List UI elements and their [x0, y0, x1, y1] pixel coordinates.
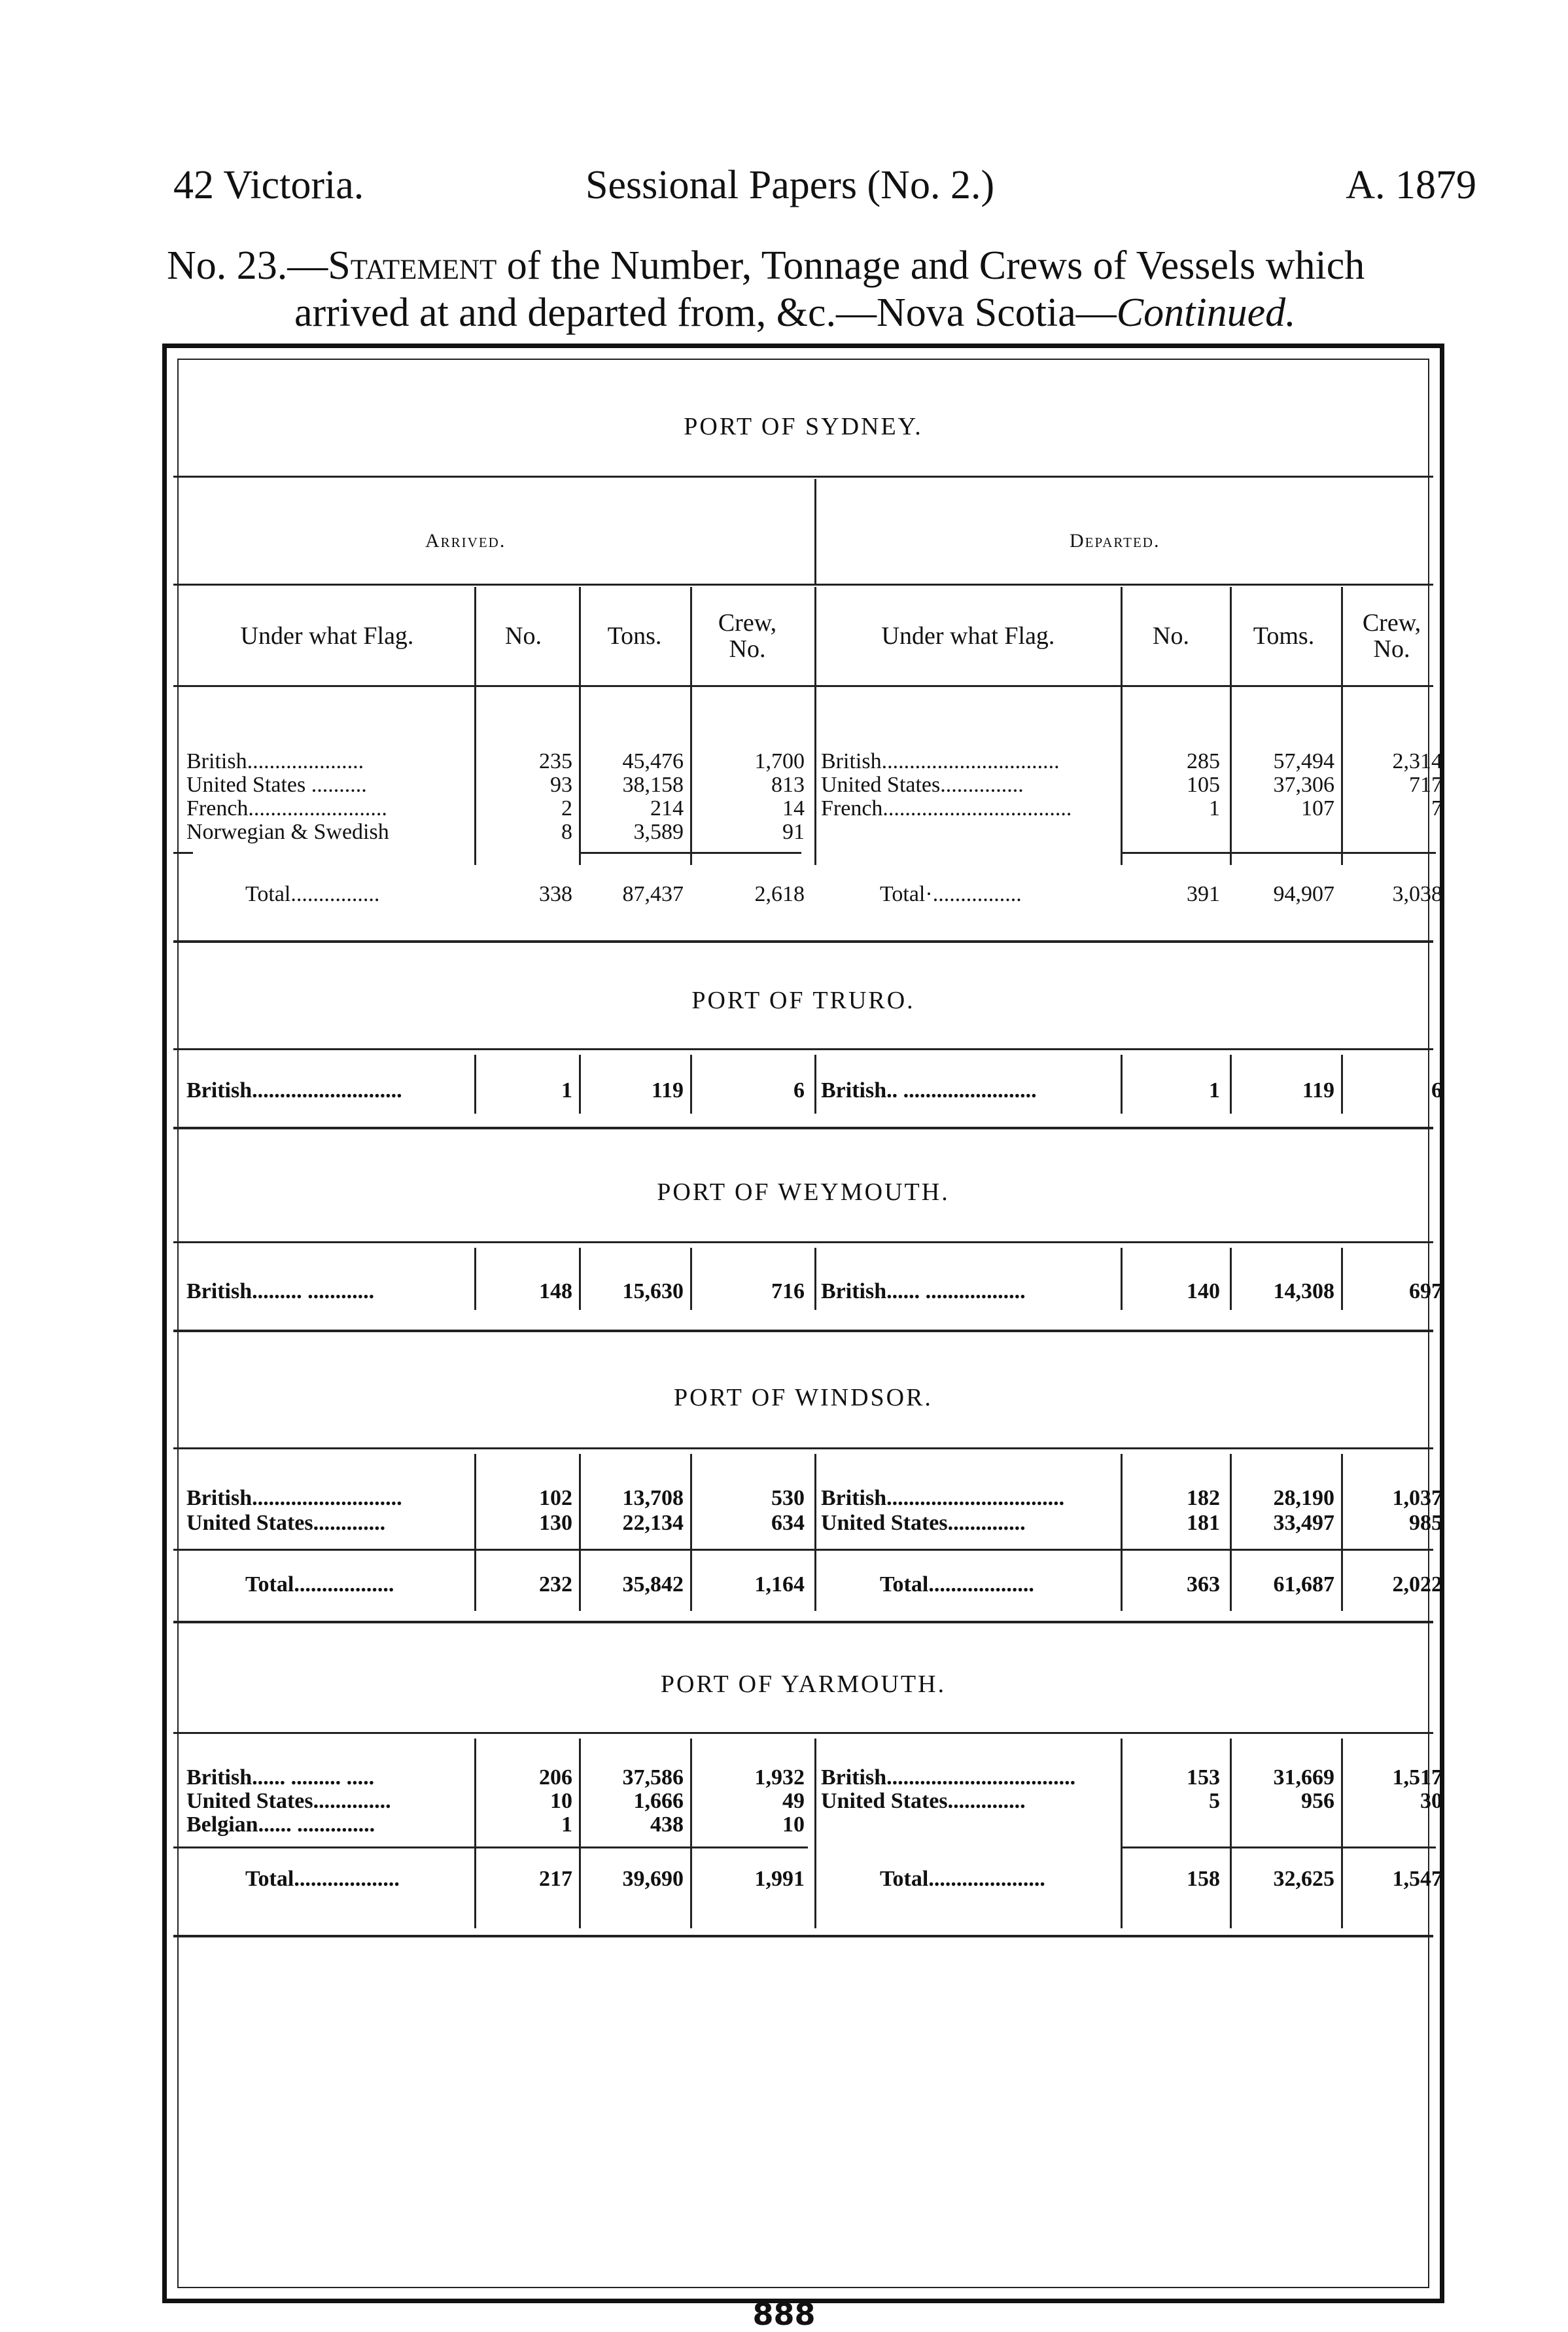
- yarmouth-departed-total-flag: Total.....................: [880, 1867, 1045, 1891]
- truro-departed-row-0-no: 1: [1209, 1078, 1220, 1103]
- yarmouth-arrived-row-0-no: 206: [539, 1765, 572, 1790]
- weymouth-departed-row-0-crew: 697: [1409, 1279, 1442, 1303]
- sydney-departed-row-2-flag: French..................................: [821, 796, 1072, 821]
- sydney-arrived-total-no: 338: [539, 882, 572, 906]
- rule-below-yarmouth-title: [173, 1732, 1433, 1734]
- sydney-departed-row-1-crew: 717: [1409, 773, 1442, 797]
- sydney-arrived-row-2-crew: 14: [782, 796, 805, 821]
- column-rule: [579, 1739, 581, 1928]
- yarmouth-departed-row-0-no: 153: [1187, 1765, 1220, 1790]
- sydney-arrived-row-2-no: 2: [561, 796, 572, 821]
- column-rule: [814, 587, 816, 744]
- weymouth-arrived-row-0-tons: 15,630: [622, 1279, 684, 1303]
- sydney-arrived-row-3-crew: 91: [782, 820, 805, 844]
- yarmouth-departed-row-0-crew: 1,517: [1392, 1765, 1442, 1790]
- windsor-arrived-row-0-crew: 530: [771, 1486, 805, 1510]
- sydney-departed-row-1-flag: United States...............: [821, 773, 1024, 797]
- caption-line-2: [167, 289, 1475, 336]
- yarmouth-arrived-total-no: 217: [539, 1867, 572, 1891]
- windsor-arrived-row-0-flag: British...........................: [186, 1486, 402, 1510]
- yarmouth-arrived-row-1-no: 10: [550, 1789, 572, 1813]
- yarmouth-departed-row-1-crew: 30: [1420, 1789, 1442, 1813]
- rule-above-total-a: [579, 852, 801, 854]
- windsor-arrived-row-1-no: 130: [539, 1511, 572, 1535]
- sydney-departed-row-2-no: 1: [1209, 796, 1220, 821]
- yarmouth-departed-row-0-flag: British..................................: [821, 1765, 1076, 1790]
- rule-above-yarmouth-total-d: [1122, 1846, 1436, 1848]
- column-rule: [579, 587, 581, 744]
- weymouth-departed-row-0-tons: 14,308: [1273, 1279, 1334, 1303]
- header-right: A. 1879: [1346, 163, 1476, 207]
- column-rule: [1121, 587, 1123, 744]
- windsor-arrived-row-1-flag: United States.............: [186, 1511, 386, 1535]
- yarmouth-arrived-row-2-flag: Belgian...... ..............: [186, 1812, 375, 1837]
- arrived-departed-divider: [814, 479, 816, 584]
- windsor-departed-row-0-no: 182: [1187, 1486, 1220, 1510]
- rule-above-total-d: [1122, 852, 1436, 854]
- caption-line1-rest: of the Number, Tonnage and Crews of Vessels which: [497, 243, 1365, 288]
- windsor-arrived-total-flag: Total..................: [245, 1572, 394, 1597]
- rule-end-sydney: [173, 940, 1433, 943]
- truro-arrived-row-0-flag: British...........................: [186, 1078, 402, 1103]
- sydney-departed-row-2-tons: 107: [1301, 796, 1334, 821]
- sydney-departed-total-no: 391: [1187, 882, 1220, 906]
- page-number: 888: [752, 2297, 816, 2332]
- windsor-departed-total-crew: 2,022: [1392, 1572, 1442, 1597]
- caption-statement: Statement: [328, 243, 497, 288]
- rule-below-sections: [173, 584, 1433, 586]
- sydney-departed-row-2-crew: 7: [1431, 796, 1442, 821]
- header-left: 42 Victoria.: [173, 163, 364, 207]
- windsor-arrived-total-no: 232: [539, 1572, 572, 1597]
- sydney-departed-row-1-no: 105: [1187, 773, 1220, 797]
- yarmouth-departed-total-tons: 32,625: [1273, 1867, 1334, 1891]
- yarmouth-arrived-row-2-tons: 438: [650, 1812, 684, 1837]
- sydney-arrived-row-3-no: 8: [561, 820, 572, 844]
- sydney-arrived-row-1-no: 93: [550, 773, 572, 797]
- truro-departed-row-0-tons: 119: [1302, 1078, 1334, 1103]
- rule-end-windsor: [173, 1621, 1433, 1623]
- column-rule: [814, 1454, 816, 1611]
- yarmouth-arrived-total-tons: 39,690: [622, 1867, 684, 1891]
- yarmouth-departed-row-1-no: 5: [1209, 1789, 1220, 1813]
- windsor-departed-row-1-crew: 985: [1409, 1511, 1442, 1535]
- windsor-departed-row-1-flag: United States..............: [821, 1511, 1026, 1535]
- yarmouth-arrived-row-0-tons: 37,586: [622, 1765, 684, 1790]
- port-title-truro: PORT OF TRURO.: [691, 987, 915, 1014]
- column-rule: [814, 1739, 816, 1928]
- sydney-arrived-row-1-crew: 813: [771, 773, 805, 797]
- column-rule: [1230, 1454, 1232, 1611]
- windsor-departed-row-0-flag: British................................: [821, 1486, 1065, 1510]
- column-rule: [814, 1248, 816, 1310]
- sydney-arrived-row-0-no: 235: [539, 749, 572, 773]
- sydney-departed-row-0-crew: 2,314: [1392, 749, 1442, 773]
- column-rule: [690, 587, 692, 744]
- rule-above-yarmouth-total-a: [173, 1846, 808, 1848]
- truro-departed-row-0-crew: 6: [1431, 1078, 1442, 1103]
- yarmouth-arrived-row-2-no: 1: [561, 1812, 572, 1837]
- rule-below-weymouth-title: [173, 1241, 1433, 1243]
- column-rule: [474, 741, 476, 865]
- sydney-arrived-row-0-tons: 45,476: [622, 749, 684, 773]
- sydney-arrived-row-3-tons: 3,589: [633, 820, 684, 844]
- windsor-departed-total-flag: Total...................: [880, 1572, 1034, 1597]
- windsor-departed-row-0-crew: 1,037: [1392, 1486, 1442, 1510]
- column-rule: [814, 1055, 816, 1114]
- caption-continued: Continued.: [1116, 291, 1296, 335]
- sydney-departed-row-0-flag: British................................: [821, 749, 1060, 773]
- windsor-arrived-row-1-crew: 634: [771, 1511, 805, 1535]
- rule-below-title: [173, 476, 1433, 478]
- caption-number: No. 23.—: [167, 243, 328, 288]
- windsor-arrived-row-1-tons: 22,134: [622, 1511, 684, 1535]
- truro-arrived-row-0-no: 1: [561, 1078, 572, 1103]
- windsor-departed-row-1-tons: 33,497: [1273, 1511, 1334, 1535]
- sydney-departed-row-0-no: 285: [1187, 749, 1220, 773]
- sydney-departed-total-tons: 94,907: [1273, 882, 1334, 906]
- rule-end-weymouth: [173, 1330, 1433, 1332]
- rule-above-windsor-total: [173, 1549, 1433, 1551]
- windsor-departed-row-1-no: 181: [1187, 1511, 1220, 1535]
- rule-end-truro: [173, 1127, 1433, 1129]
- weymouth-departed-row-0-no: 140: [1187, 1279, 1220, 1303]
- column-rule: [1341, 741, 1343, 865]
- col-crew-departed: Crew, No.: [1362, 609, 1421, 663]
- weymouth-arrived-row-0-flag: British......... ............: [186, 1279, 375, 1303]
- yarmouth-departed-row-0-tons: 31,669: [1273, 1765, 1334, 1790]
- sydney-departed-total-crew: 3,038: [1392, 882, 1442, 906]
- port-title-yarmouth: PORT OF YARMOUTH.: [660, 1670, 947, 1698]
- sydney-departed-total-flag: Total·................: [880, 882, 1022, 906]
- column-rule: [1230, 1248, 1232, 1310]
- port-title-windsor: PORT OF WINDSOR.: [674, 1384, 933, 1411]
- table-frame: [162, 344, 1444, 2303]
- column-rule: [1230, 1055, 1232, 1114]
- departed-label: Departed.: [1070, 530, 1160, 552]
- yarmouth-arrived-row-1-tons: 1,666: [633, 1789, 684, 1813]
- rule-below-truro-title: [173, 1048, 1433, 1050]
- column-rule: [474, 587, 476, 744]
- sydney-arrived-row-0-crew: 1,700: [754, 749, 805, 773]
- windsor-departed-total-tons: 61,687: [1273, 1572, 1334, 1597]
- column-rule: [579, 1248, 581, 1310]
- column-rule: [1230, 587, 1232, 744]
- truro-arrived-row-0-tons: 119: [651, 1078, 684, 1103]
- sydney-arrived-total-tons: 87,437: [622, 882, 684, 906]
- sydney-arrived-row-2-flag: French.........................: [186, 796, 387, 821]
- sydney-arrived-total-crew: 2,618: [754, 882, 805, 906]
- col-no-departed: No.: [1153, 622, 1189, 650]
- rule-below-windsor-title: [173, 1447, 1433, 1449]
- sydney-arrived-row-1-flag: United States ..........: [186, 773, 367, 797]
- truro-departed-row-0-flag: British.. ........................: [821, 1078, 1037, 1103]
- column-rule: [1230, 741, 1232, 865]
- rule-below-headers: [173, 685, 1433, 687]
- sydney-arrived-row-2-tons: 214: [650, 796, 684, 821]
- yarmouth-arrived-row-0-flag: British...... ......... .....: [186, 1765, 375, 1790]
- column-rule: [1230, 1739, 1232, 1928]
- sydney-arrived-total-flag: Total................: [245, 882, 380, 906]
- weymouth-arrived-row-0-no: 148: [539, 1279, 572, 1303]
- windsor-arrived-row-0-no: 102: [539, 1486, 572, 1510]
- column-rule: [579, 1055, 581, 1114]
- table-caption: [167, 242, 1475, 336]
- rule-end-yarmouth: [173, 1935, 1433, 1937]
- column-rule: [1121, 741, 1123, 865]
- yarmouth-arrived-row-1-crew: 49: [782, 1789, 805, 1813]
- column-rule: [814, 741, 816, 865]
- col-no-arrived: No.: [505, 622, 542, 650]
- sydney-departed-row-0-tons: 57,494: [1273, 749, 1334, 773]
- yarmouth-departed-row-1-tons: 956: [1301, 1789, 1334, 1813]
- yarmouth-arrived-total-flag: Total...................: [245, 1867, 400, 1891]
- yarmouth-departed-row-1-flag: United States..............: [821, 1789, 1026, 1813]
- port-title-weymouth: PORT OF WEYMOUTH.: [657, 1178, 950, 1206]
- arrived-label: Arrived.: [425, 530, 506, 552]
- caption-line2-text: arrived at and departed from, &c.—Nova Scotia—: [294, 291, 1117, 335]
- column-rule: [579, 1454, 581, 1611]
- windsor-departed-row-0-tons: 28,190: [1273, 1486, 1334, 1510]
- windsor-arrived-total-tons: 35,842: [622, 1572, 684, 1597]
- windsor-arrived-total-crew: 1,164: [754, 1572, 805, 1597]
- sydney-arrived-row-0-flag: British.....................: [186, 749, 364, 773]
- weymouth-arrived-row-0-crew: 716: [771, 1279, 805, 1303]
- port-title-sydney: PORT OF SYDNEY.: [684, 413, 923, 440]
- col-flag-departed: Under what Flag.: [881, 622, 1055, 650]
- header-center: Sessional Papers (No. 2.): [585, 163, 995, 207]
- column-rule: [1341, 587, 1343, 744]
- yarmouth-departed-total-no: 158: [1187, 1867, 1220, 1891]
- yarmouth-departed-total-crew: 1,547: [1392, 1867, 1442, 1891]
- column-rule: [690, 741, 692, 865]
- windsor-departed-total-no: 363: [1187, 1572, 1220, 1597]
- weymouth-departed-row-0-flag: British...... ..................: [821, 1279, 1026, 1303]
- windsor-arrived-row-0-tons: 13,708: [622, 1486, 684, 1510]
- yarmouth-arrived-total-crew: 1,991: [754, 1867, 805, 1891]
- caption-line-1: [167, 242, 1475, 289]
- sydney-arrived-row-3-flag: Norwegian & Swedish: [186, 820, 389, 844]
- col-tons-arrived: Tons.: [607, 622, 662, 650]
- yarmouth-arrived-row-2-crew: 10: [782, 1812, 805, 1837]
- yarmouth-arrived-row-1-flag: United States..............: [186, 1789, 391, 1813]
- col-flag-arrived: Under what Flag.: [240, 622, 414, 650]
- sydney-departed-row-1-tons: 37,306: [1273, 773, 1334, 797]
- rule-stub: [173, 852, 193, 854]
- sydney-arrived-row-1-tons: 38,158: [622, 773, 684, 797]
- column-rule: [579, 741, 581, 865]
- truro-arrived-row-0-crew: 6: [793, 1078, 805, 1103]
- col-crew-arrived: Crew, No.: [718, 609, 777, 663]
- yarmouth-arrived-row-0-crew: 1,932: [754, 1765, 805, 1790]
- col-tons-departed: Toms.: [1253, 622, 1315, 650]
